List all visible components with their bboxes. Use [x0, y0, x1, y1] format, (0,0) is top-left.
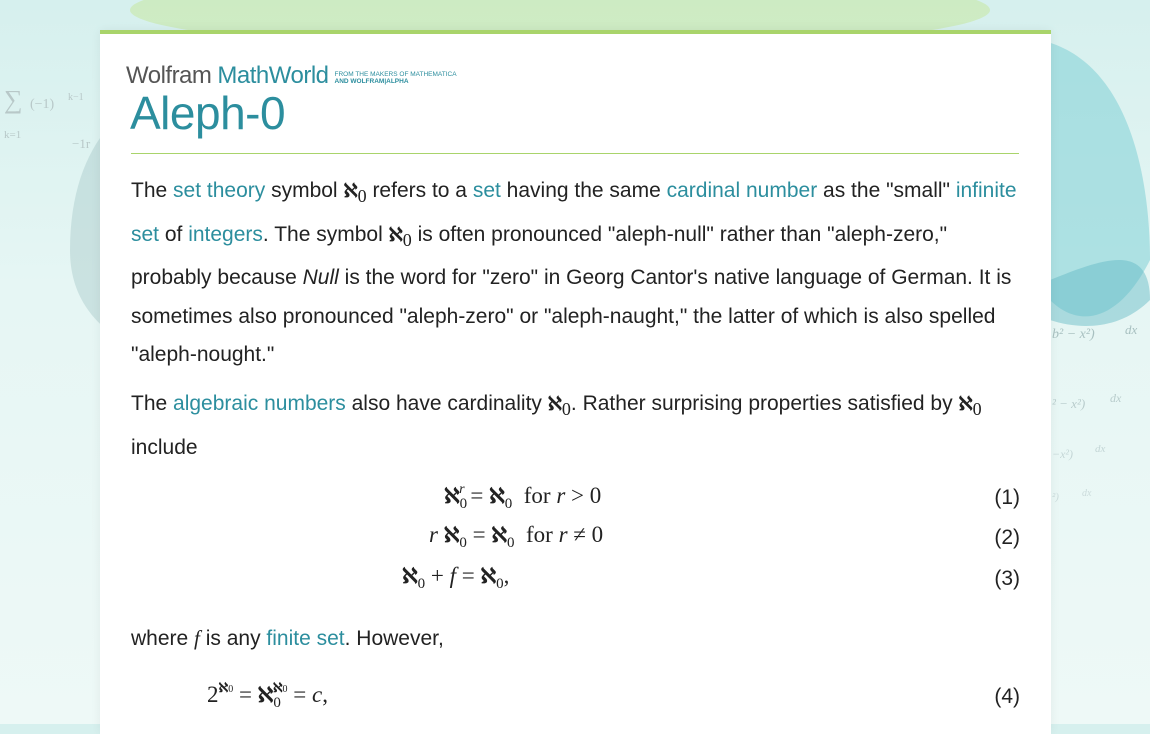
equation-1 [100, 482, 1020, 518]
svg-text:dx: dx [1110, 391, 1122, 405]
equation-3 [100, 563, 1020, 599]
paragraph-3 [131, 619, 1031, 659]
equation-3-body: ℵ$_0$ + f = ℵ$_0$, [402, 563, 510, 592]
text: as the "small" [817, 179, 956, 202]
svg-text:(−1): (−1) [30, 97, 55, 112]
svg-text:dx: dx [1125, 322, 1138, 337]
text: is often pronounced "aleph-null" rather than "aleph-zero," probably because [131, 222, 948, 289]
subscript-zero: 0 [357, 186, 367, 206]
text: of [159, 222, 189, 246]
brand-wolfram: Wolfram [126, 62, 212, 89]
link-set[interactable]: set [472, 179, 501, 202]
equation-4-body: $2^{ℵ0}$ = ℵ$_0^{ℵ0}$ = c, [207, 681, 328, 711]
title-divider [131, 153, 1019, 154]
equation-1-body: ℵ$_0^r$ = ℵ$_0$ for r > 0 [444, 482, 602, 512]
variable-f: f [194, 626, 200, 650]
text: . The symbol [262, 222, 389, 246]
link-set-theory[interactable]: set theory [173, 179, 266, 202]
link-integers[interactable]: integers [188, 222, 263, 246]
svg-text:−x²): −x²) [1052, 447, 1074, 461]
text: . Rather surprising properties satisfied by [570, 392, 959, 415]
link-algebraic-numbers[interactable]: algebraic numbers [173, 392, 346, 415]
svg-text:b² − x²): b² − x²) [1052, 327, 1095, 342]
subscript-zero: 0 [972, 399, 982, 419]
aleph-symbol: ℵ [547, 393, 562, 415]
aleph-symbol: ℵ [388, 223, 403, 246]
svg-text:k−1: k−1 [68, 92, 84, 103]
link-finite-set[interactable]: finite set [266, 627, 345, 650]
text: The [131, 392, 174, 415]
equation-number-4: (4) [994, 685, 1020, 708]
tagline-line-1: FROM THE MAKERS OF MATHEMATICA [334, 71, 457, 78]
link-cardinal-number[interactable]: cardinal number [666, 179, 818, 202]
svg-text:k=1: k=1 [4, 129, 22, 141]
null-italic: Null [302, 266, 339, 289]
text: . However, [344, 627, 444, 650]
svg-text:dx: dx [1095, 443, 1106, 455]
text: include [131, 435, 198, 459]
equation-number-3: (3) [994, 567, 1020, 590]
svg-text:² − x²): ² − x²) [1052, 396, 1086, 411]
text: is the word for "zero" in Georg Cantor's native language of German. It is sometimes also pronounced "aleph-zero" or "aleph-naught," the latter of which is also spelled "aleph-nought." [131, 266, 1012, 366]
equation-2 [100, 522, 1020, 558]
svg-text:−1r: −1r [72, 136, 91, 151]
paragraph-2 [131, 385, 1031, 467]
link-infinite-set[interactable]: infinite set [131, 179, 1017, 246]
text: having the same [500, 179, 667, 202]
text: symbol [265, 179, 344, 202]
equation-4 [100, 681, 1020, 717]
text: where [131, 627, 195, 650]
equation-number-1: (1) [994, 486, 1020, 509]
svg-text:∑: ∑ [4, 85, 23, 114]
tagline-line-2: AND WOLFRAM|ALPHA [334, 78, 409, 85]
page-title: Aleph-0 [130, 87, 286, 139]
text: The [131, 179, 174, 202]
text: also have cardinality [345, 392, 548, 415]
brand-tagline [335, 71, 457, 85]
brand-mathworld: MathWorld [217, 62, 329, 89]
aleph-symbol: ℵ [343, 180, 358, 202]
svg-text:dx: dx [1082, 488, 1092, 499]
subscript-zero: 0 [402, 229, 412, 250]
equation-2-body: r ℵ$_0$ = ℵ$_0$ for r ≠ 0 [429, 522, 604, 551]
text: refers to a [366, 179, 473, 202]
paragraph-1 [131, 172, 1031, 375]
subscript-zero: 0 [561, 399, 571, 419]
equation-number-2: (2) [994, 526, 1020, 549]
aleph-symbol: ℵ [958, 393, 973, 415]
svg-text:²): ²) [1052, 491, 1059, 503]
article-page [100, 30, 1051, 734]
text: is any [199, 627, 267, 650]
